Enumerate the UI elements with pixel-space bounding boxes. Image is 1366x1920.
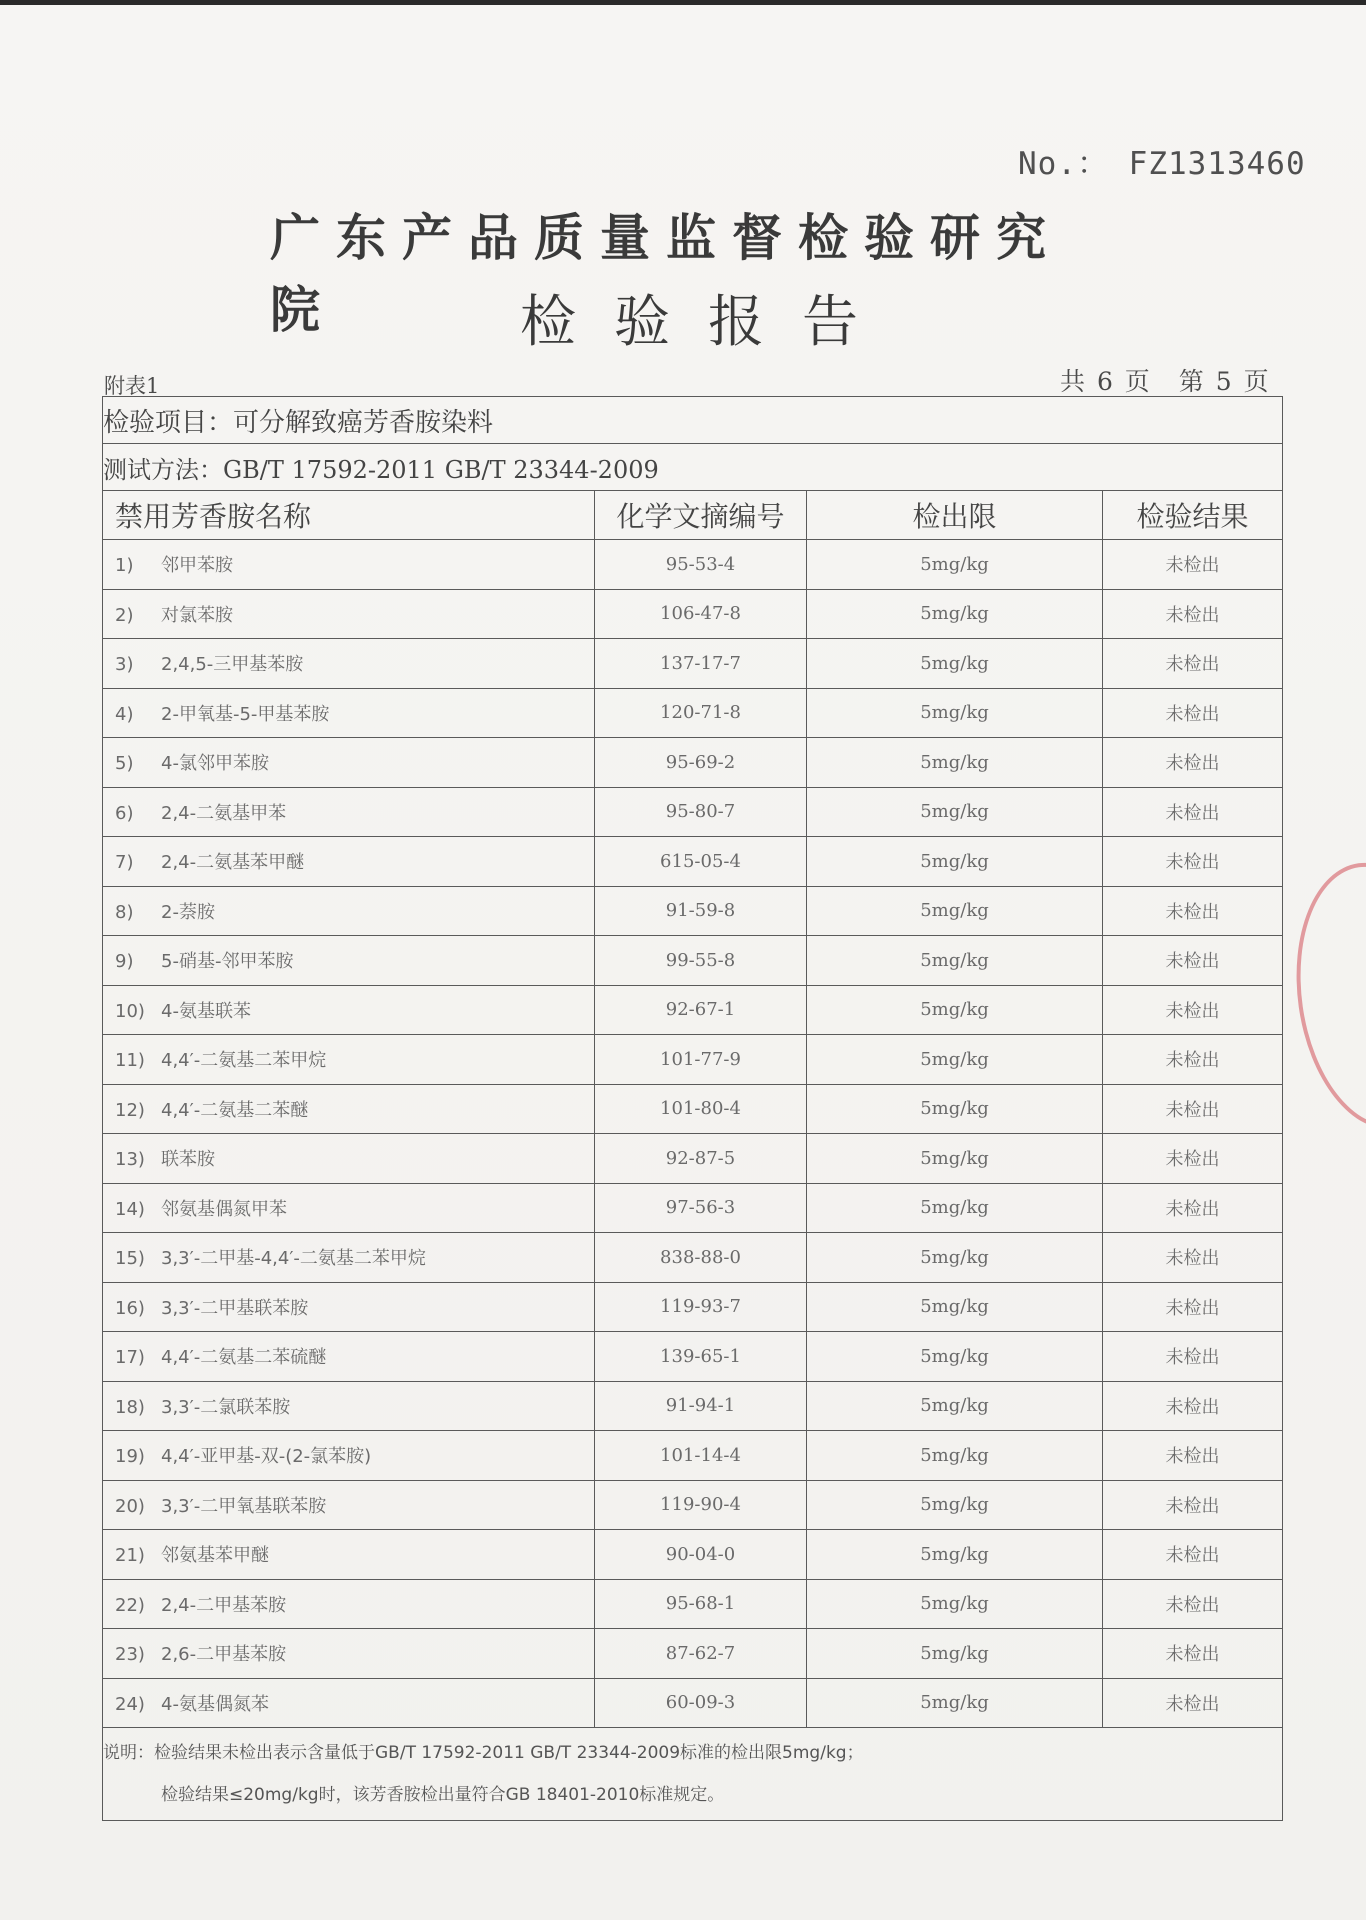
cas-number: 91-94-1	[595, 1381, 807, 1431]
row-number: 11)	[115, 1050, 145, 1072]
amine-name: 2,6-二甲基苯胺	[161, 1644, 287, 1666]
detection-limit: 5mg/kg	[807, 738, 1103, 788]
notes-row	[103, 1728, 1283, 1821]
amine-name-cell	[103, 787, 595, 837]
amine-name: 联苯胺	[161, 1149, 215, 1171]
cas-number: 101-77-9	[595, 1035, 807, 1085]
detection-limit: 5mg/kg	[807, 1629, 1103, 1679]
cas-number: 97-56-3	[595, 1183, 807, 1233]
test-result: 未检出	[1103, 936, 1283, 986]
amine-name: 4,4′-亚甲基-双-(2-氯苯胺)	[161, 1446, 372, 1468]
note-line-2: 检验结果≤20mg/kg时，该芳香胺检出量符合GB 18401-2010标准规定。	[161, 1785, 725, 1805]
cas-number: 87-62-7	[595, 1629, 807, 1679]
test-result: 未检出	[1103, 886, 1283, 936]
detection-limit: 5mg/kg	[807, 1233, 1103, 1283]
test-result: 未检出	[1103, 589, 1283, 639]
amine-name-cell	[103, 985, 595, 1035]
table-row	[103, 787, 1283, 837]
header-limit: 检出限	[807, 491, 1103, 540]
row-number: 23)	[115, 1644, 145, 1666]
table-row	[103, 1678, 1283, 1728]
amine-name: 邻氨基苯甲醚	[161, 1545, 269, 1567]
amine-name-cell	[103, 1183, 595, 1233]
table-row	[103, 589, 1283, 639]
row-number: 10)	[115, 1000, 145, 1022]
amine-name-cell	[103, 1282, 595, 1332]
cas-number: 95-69-2	[595, 738, 807, 788]
test-result: 未检出	[1103, 787, 1283, 837]
detection-limit: 5mg/kg	[807, 639, 1103, 689]
amine-name: 2,4-二甲基苯胺	[161, 1594, 287, 1616]
table-row	[103, 1332, 1283, 1382]
test-result: 未检出	[1103, 1035, 1283, 1085]
amine-name: 2,4-二氨基甲苯	[161, 802, 287, 824]
test-result: 未检出	[1103, 1134, 1283, 1184]
table-row	[103, 837, 1283, 887]
row-number: 9)	[115, 951, 134, 973]
detection-limit: 5mg/kg	[807, 1282, 1103, 1332]
cas-number: 90-04-0	[595, 1530, 807, 1580]
cas-number: 137-17-7	[595, 639, 807, 689]
header-name: 禁用芳香胺名称	[103, 491, 595, 540]
amine-name-cell	[103, 1381, 595, 1431]
detection-limit: 5mg/kg	[807, 1381, 1103, 1431]
inspection-item: 检验项目：可分解致癌芳香胺染料	[103, 397, 1283, 444]
table-row	[103, 1579, 1283, 1629]
amine-name-cell	[103, 936, 595, 986]
detection-limit: 5mg/kg	[807, 688, 1103, 738]
amine-name: 4,4′-二氨基二苯甲烷	[161, 1050, 327, 1072]
cas-number: 95-68-1	[595, 1579, 807, 1629]
row-number: 17)	[115, 1347, 145, 1369]
cas-number: 838-88-0	[595, 1233, 807, 1283]
table-row	[103, 886, 1283, 936]
row-number: 24)	[115, 1693, 145, 1715]
amine-name-cell	[103, 1579, 595, 1629]
amine-name-cell	[103, 1084, 595, 1134]
row-number: 2)	[115, 604, 134, 626]
detection-limit: 5mg/kg	[807, 1431, 1103, 1481]
amine-name-cell	[103, 589, 595, 639]
amine-name-cell	[103, 1134, 595, 1184]
table-row	[103, 1431, 1283, 1481]
amine-name-cell	[103, 1035, 595, 1085]
row-number: 15)	[115, 1248, 145, 1270]
row-number: 4)	[115, 703, 134, 725]
cas-number: 119-90-4	[595, 1480, 807, 1530]
detection-limit: 5mg/kg	[807, 1579, 1103, 1629]
cas-number: 92-87-5	[595, 1134, 807, 1184]
note-line-1: 说明：检验结果未检出表示含量低于GB/T 17592-2011 GB/T 23344-2009标准的检出限5mg/kg；	[103, 1743, 864, 1763]
table-row	[103, 1233, 1283, 1283]
amine-name-cell	[103, 1233, 595, 1283]
row-number: 1)	[115, 555, 134, 577]
detection-limit: 5mg/kg	[807, 1084, 1103, 1134]
amine-name: 3,3′-二甲氧基联苯胺	[161, 1495, 327, 1517]
amine-name-cell	[103, 1678, 595, 1728]
amine-name-cell	[103, 639, 595, 689]
table-row	[103, 1035, 1283, 1085]
amine-name: 4,4′-二氨基二苯硫醚	[161, 1347, 327, 1369]
cas-number: 139-65-1	[595, 1332, 807, 1382]
table-row	[103, 1282, 1283, 1332]
test-result: 未检出	[1103, 1282, 1283, 1332]
cas-number: 91-59-8	[595, 886, 807, 936]
amine-name-cell	[103, 1480, 595, 1530]
appendix-label: 附表1	[104, 374, 160, 398]
table-row	[103, 1134, 1283, 1184]
report-number: No.： FZ1313460	[1018, 146, 1306, 182]
test-result: 未检出	[1103, 639, 1283, 689]
cas-number: 119-93-7	[595, 1282, 807, 1332]
test-result: 未检出	[1103, 1381, 1283, 1431]
test-result: 未检出	[1103, 1579, 1283, 1629]
cas-number: 120-71-8	[595, 688, 807, 738]
row-number: 22)	[115, 1594, 145, 1616]
table-row	[103, 540, 1283, 590]
test-result: 未检出	[1103, 1084, 1283, 1134]
test-result: 未检出	[1103, 1678, 1283, 1728]
row-number: 13)	[115, 1149, 145, 1171]
amine-name: 3,3′-二甲基联苯胺	[161, 1297, 309, 1319]
institute-name: 广东产品质量监督检验研究院	[270, 208, 1062, 339]
table-header-row	[103, 491, 1283, 540]
table-row	[103, 1530, 1283, 1580]
amine-name-cell	[103, 1332, 595, 1382]
detection-limit: 5mg/kg	[807, 540, 1103, 590]
amine-name: 邻甲苯胺	[161, 555, 233, 577]
amine-name: 4,4′-二氨基二苯醚	[161, 1099, 309, 1121]
table-row	[103, 639, 1283, 689]
cas-number: 101-14-4	[595, 1431, 807, 1481]
cas-number: 615-05-4	[595, 837, 807, 887]
detection-limit: 5mg/kg	[807, 886, 1103, 936]
amine-name: 2,4-二氨基苯甲醚	[161, 852, 305, 874]
row-number: 20)	[115, 1495, 145, 1517]
amine-name-cell	[103, 688, 595, 738]
test-result: 未检出	[1103, 1629, 1283, 1679]
amine-name: 对氯苯胺	[161, 604, 233, 626]
detection-limit: 5mg/kg	[807, 787, 1103, 837]
test-result: 未检出	[1103, 738, 1283, 788]
page-indicator: 共 6 页 第 5 页	[1060, 367, 1271, 396]
test-method: 测试方法：GB/T 17592-2011 GB/T 23344-2009	[103, 444, 1283, 491]
table-row	[103, 936, 1283, 986]
amine-name: 2-甲氧基-5-甲基苯胺	[161, 703, 330, 725]
amine-name-cell	[103, 837, 595, 887]
test-result: 未检出	[1103, 1233, 1283, 1283]
inspection-item-row	[103, 397, 1283, 444]
amine-name: 3,3′-二甲基-4,4′-二氨基二苯甲烷	[161, 1248, 426, 1270]
header-result: 检验结果	[1103, 491, 1283, 540]
amine-name: 2,4,5-三甲基苯胺	[161, 654, 304, 676]
test-result: 未检出	[1103, 1480, 1283, 1530]
table-row	[103, 688, 1283, 738]
detection-limit: 5mg/kg	[807, 1134, 1103, 1184]
amine-name: 邻氨基偶氮甲苯	[161, 1198, 287, 1220]
amine-name: 4-氨基联苯	[161, 1000, 251, 1022]
test-result: 未检出	[1103, 688, 1283, 738]
table-row	[103, 985, 1283, 1035]
amine-name-cell	[103, 1530, 595, 1580]
detection-limit: 5mg/kg	[807, 1183, 1103, 1233]
amine-name: 4-氯邻甲苯胺	[161, 753, 269, 775]
cas-number: 95-53-4	[595, 540, 807, 590]
table-row	[103, 1629, 1283, 1679]
table-row	[103, 738, 1283, 788]
row-number: 7)	[115, 852, 134, 874]
cas-number: 101-80-4	[595, 1084, 807, 1134]
row-number: 14)	[115, 1198, 145, 1220]
test-result: 未检出	[1103, 837, 1283, 887]
test-result: 未检出	[1103, 1183, 1283, 1233]
test-method-row	[103, 444, 1283, 491]
row-number: 6)	[115, 802, 134, 824]
test-result: 未检出	[1103, 1332, 1283, 1382]
table-row	[103, 1480, 1283, 1530]
test-result: 未检出	[1103, 540, 1283, 590]
row-number: 18)	[115, 1396, 145, 1418]
cas-number: 106-47-8	[595, 589, 807, 639]
detection-limit: 5mg/kg	[807, 837, 1103, 887]
amine-name-cell	[103, 1629, 595, 1679]
results-table	[102, 396, 1283, 1821]
test-result: 未检出	[1103, 1431, 1283, 1481]
test-result: 未检出	[1103, 1530, 1283, 1580]
row-number: 3)	[115, 654, 134, 676]
notes-cell	[103, 1728, 1283, 1821]
report-title: 检验报告	[520, 290, 896, 355]
amine-name: 2-萘胺	[161, 901, 215, 923]
detection-limit: 5mg/kg	[807, 1332, 1103, 1382]
test-result: 未检出	[1103, 985, 1283, 1035]
detection-limit: 5mg/kg	[807, 1530, 1103, 1580]
row-number: 5)	[115, 753, 134, 775]
row-number: 8)	[115, 901, 134, 923]
cas-number: 92-67-1	[595, 985, 807, 1035]
detection-limit: 5mg/kg	[807, 1678, 1103, 1728]
amine-name: 5-硝基-邻甲苯胺	[161, 951, 294, 973]
table-row	[103, 1381, 1283, 1431]
amine-name: 4-氨基偶氮苯	[161, 1693, 269, 1715]
row-number: 16)	[115, 1297, 145, 1319]
cas-number: 99-55-8	[595, 936, 807, 986]
row-number: 12)	[115, 1099, 145, 1121]
row-number: 21)	[115, 1545, 145, 1567]
detection-limit: 5mg/kg	[807, 1480, 1103, 1530]
amine-name-cell	[103, 1431, 595, 1481]
table-row	[103, 1084, 1283, 1134]
cas-number: 60-09-3	[595, 1678, 807, 1728]
amine-name-cell	[103, 540, 595, 590]
amine-name-cell	[103, 886, 595, 936]
amine-name-cell	[103, 738, 595, 788]
row-number: 19)	[115, 1446, 145, 1468]
header-cas: 化学文摘编号	[595, 491, 807, 540]
amine-name: 3,3′-二氯联苯胺	[161, 1396, 291, 1418]
detection-limit: 5mg/kg	[807, 985, 1103, 1035]
detection-limit: 5mg/kg	[807, 936, 1103, 986]
detection-limit: 5mg/kg	[807, 589, 1103, 639]
table-row	[103, 1183, 1283, 1233]
cas-number: 95-80-7	[595, 787, 807, 837]
detection-limit: 5mg/kg	[807, 1035, 1103, 1085]
